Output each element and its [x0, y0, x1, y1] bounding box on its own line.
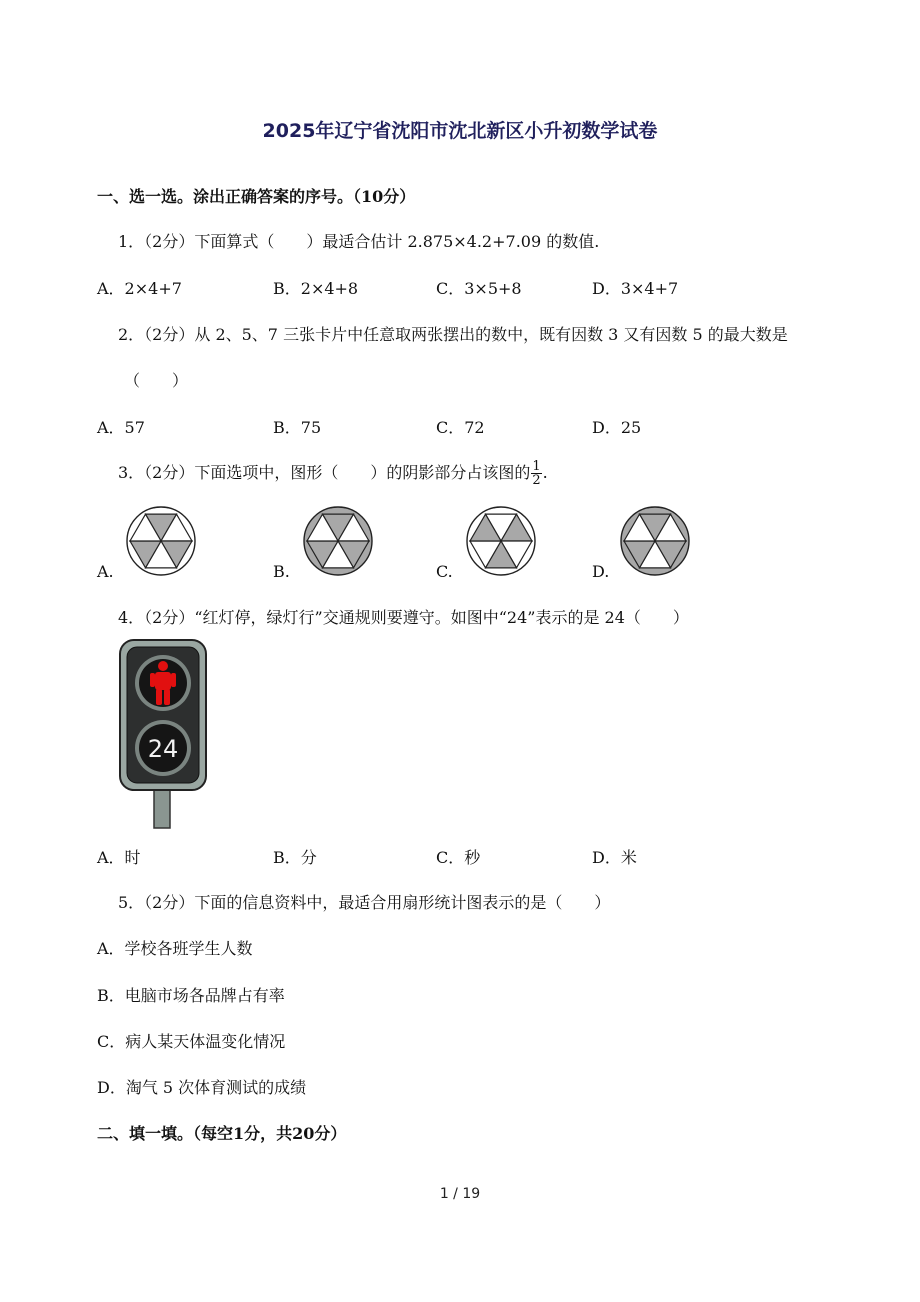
countdown-number: 24: [147, 735, 179, 763]
traffic-light-figure: [118, 638, 210, 828]
q5-option-a[interactable]: A．学校各班学生人数: [97, 939, 253, 958]
q1-option-b[interactable]: B．2×4+8: [273, 279, 359, 298]
question-3-period: .: [542, 463, 548, 482]
traffic-light-pole: [154, 788, 170, 828]
q1-option-a[interactable]: A．2×4+7: [97, 279, 182, 298]
fraction-numerator: 1: [532, 459, 541, 474]
q4-option-d[interactable]: D．米: [592, 848, 637, 867]
figure-d-hexagon: [619, 505, 691, 577]
question-5-stem: 5．（2分）下面的信息资料中，最适合用扇形统计图表示的是（ ）: [118, 893, 611, 912]
page-title: 2025年辽宁省沈阳市沈北新区小升初数学试卷: [262, 120, 658, 142]
section-1-heading: 一、选一选。涂出正确答案的序号。（10分）: [97, 187, 416, 206]
q5-option-b[interactable]: B．电脑市场各品牌占有率: [97, 986, 285, 1005]
question-1-stem: 1．（2分）下面算式（ ）最适合估计 2.875×4.2+7.09 的数值.: [118, 232, 600, 251]
q2-option-b[interactable]: B．75: [273, 418, 322, 437]
question-4-stem: 4．（2分）“红灯停，绿灯行”交通规则要遵守。如图中“24”表示的是 24（ ）: [118, 608, 689, 627]
q5-option-d[interactable]: D．淘气 5 次体育测试的成绩: [97, 1078, 307, 1097]
q2-option-c[interactable]: C．72: [436, 418, 485, 437]
q4-option-a[interactable]: A．时: [97, 848, 141, 867]
figure-c-hexagon: [465, 505, 537, 577]
q3-option-d[interactable]: D.: [592, 562, 610, 581]
q3-option-b[interactable]: B.: [273, 562, 290, 581]
q2-option-d[interactable]: D．25: [592, 418, 642, 437]
q4-option-b[interactable]: B．分: [273, 848, 317, 867]
q3-option-a[interactable]: A.: [97, 562, 114, 581]
q2-option-a[interactable]: A．57: [97, 418, 145, 437]
question-2-stem: 2．（2分）从 2、5、7 三张卡片中任意取两张摆出的数中，既有因数 3 又有因数 5 的最大数是: [118, 325, 788, 344]
question-2-blank: （ ）: [124, 371, 189, 390]
question-3-text: 3．（2分）下面选项中，图形（ ）的阴影部分占该图的: [118, 463, 531, 482]
q4-option-c[interactable]: C．秒: [436, 848, 481, 867]
q1-option-d[interactable]: D．3×4+7: [592, 279, 679, 298]
page-number: 1 / 19: [439, 1186, 481, 1202]
question-3-stem: [118, 460, 548, 487]
q5-option-c[interactable]: C．病人某天体温变化情况: [97, 1032, 286, 1051]
figure-b-hexagon: [302, 505, 374, 577]
figure-a-hexagon: [125, 505, 197, 577]
fraction-one-half: [531, 460, 541, 487]
section-2-heading: 二、填一填。（每空1分，共20分）: [97, 1124, 347, 1143]
q3-option-c[interactable]: C.: [436, 562, 453, 581]
fraction-denominator: 2: [532, 473, 541, 488]
q1-option-c[interactable]: C．3×5+8: [436, 279, 522, 298]
